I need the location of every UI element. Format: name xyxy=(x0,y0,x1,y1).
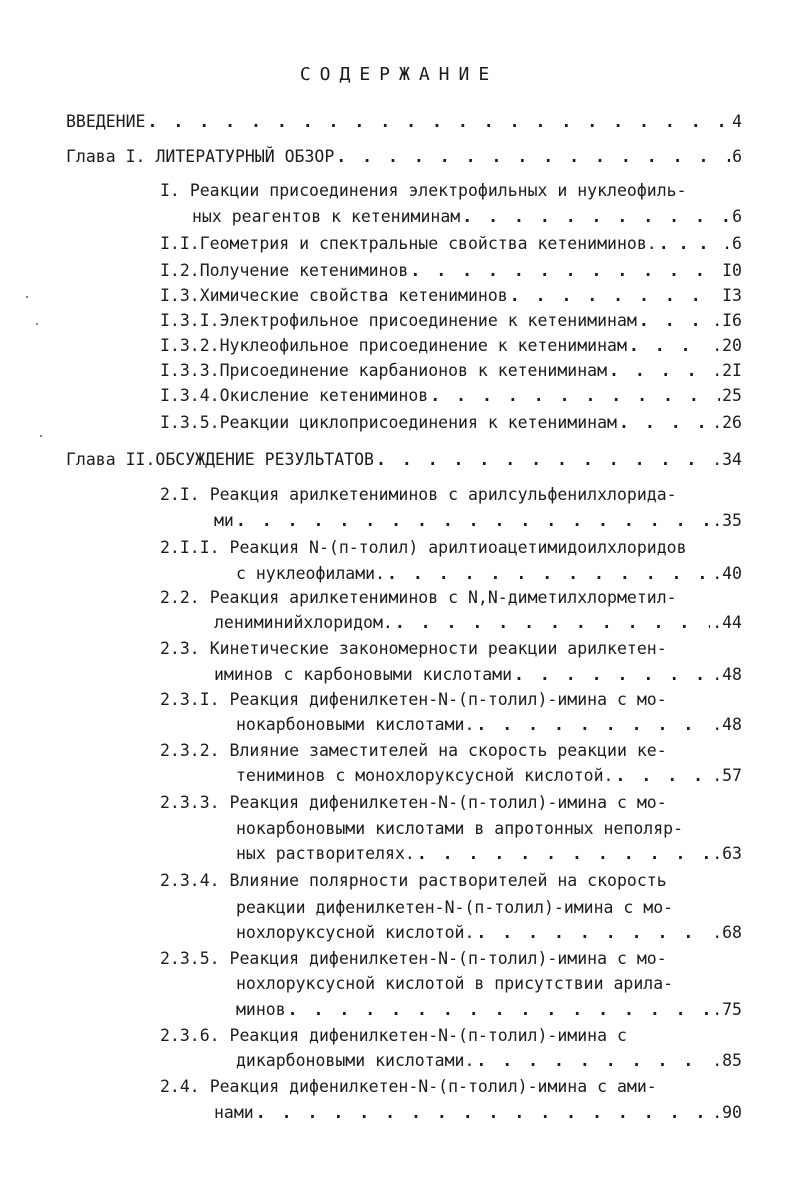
toc-entry-title: ОБСУЖДЕНИЕ РЕЗУЛЬТАТОВ xyxy=(155,450,374,469)
toc-entry-number: I. xyxy=(160,181,180,200)
toc-entry-title: ВВЕДЕНИЕ xyxy=(66,112,146,131)
leader-dots xyxy=(609,359,710,383)
toc-entry-1-3-4 xyxy=(160,384,742,408)
toc-entry-2-3-6-cont xyxy=(236,1049,742,1073)
toc-entry-title-cont: ных реагентов к кетениминам xyxy=(192,207,461,226)
toc-entry-number: 2.2. xyxy=(160,588,200,607)
toc-entry-title: Реакция дифенилкетен-N-(п-толил)-имина с ами- xyxy=(209,1077,657,1096)
toc-entry-title-cont2: ных растворителях. xyxy=(236,844,415,863)
toc-entry-2-4 xyxy=(160,1075,657,1099)
toc-entry-number: 2.I.I. xyxy=(160,538,220,557)
toc-entry-number: 2.3.6. xyxy=(160,1026,220,1045)
toc-entry-title: Реакция дифенилкетен-N-(п-толил)-имина с мо- xyxy=(229,793,667,812)
toc-entry-page: .6 xyxy=(722,234,742,253)
toc-entry-page: .35 xyxy=(712,511,742,530)
toc-entry-page: .34 xyxy=(712,450,742,469)
toc-entry-page: .2I xyxy=(712,361,742,380)
toc-entry-title-cont: нокарбоновыми кислотами. xyxy=(236,715,475,734)
toc-entry-number: I.3. xyxy=(160,286,200,305)
toc-entry-title: Геометрия и спектральные свойства кетениминов. xyxy=(199,234,657,253)
leader-dots xyxy=(410,259,720,283)
toc-entry-2-3-2 xyxy=(160,739,667,763)
toc-entry-2-3 xyxy=(160,637,667,661)
leader-dots xyxy=(462,205,730,229)
toc-entry-title: Нуклеофильное присоединение к кетениминам xyxy=(219,336,627,355)
toc-entry-page: .40 xyxy=(712,564,742,583)
toc-entry-title-cont2: минов xyxy=(236,1000,286,1019)
toc-entry-number: 2.4. xyxy=(160,1077,200,1096)
scan-speck xyxy=(26,296,28,298)
toc-entry-title: Реакция дифенилкетен-N-(п-толил)-имина с мо- xyxy=(229,949,667,968)
toc-entry-number: 2.3.3. xyxy=(160,793,220,812)
leader-dots xyxy=(639,309,710,333)
toc-entry-page: 4 xyxy=(732,112,742,131)
toc-entry-title: ЛИТЕРАТУРНЫЙ ОБЗОР xyxy=(155,147,335,166)
leader-dots xyxy=(619,411,710,435)
toc-entry-number: I.3.I. xyxy=(160,311,220,330)
toc-entry-2-1-1 xyxy=(160,536,687,560)
toc-entry-1-1 xyxy=(160,232,742,256)
toc-entry-1-2 xyxy=(160,259,742,283)
toc-entry-page: .48 xyxy=(712,715,742,734)
toc-entry-title-cont: нокарбоновыми кислотами в апротонных неполяр- xyxy=(236,819,684,838)
leader-dots xyxy=(256,1101,710,1125)
leader-dots xyxy=(376,448,710,472)
toc-entry-page: 6 xyxy=(732,147,742,166)
toc-entry-1-3-2 xyxy=(160,334,742,358)
toc-entry-number: I.3.3. xyxy=(160,361,220,380)
toc-entry-number: I.2. xyxy=(160,261,200,280)
toc-entry-2-3-4-cont xyxy=(236,896,673,920)
toc-entry-title-cont: дикарбоновыми кислотами. xyxy=(236,1051,475,1070)
toc-entry-title: Электрофильное присоединение к кетениминам xyxy=(219,311,637,330)
toc-entry-title: Окисление кетениминов xyxy=(219,386,429,405)
toc-entry-1 xyxy=(160,179,687,203)
toc-entry-2-3-5-cont2 xyxy=(236,998,742,1022)
toc-entry-page: .57 xyxy=(712,766,742,785)
toc-entry-title-cont: нами xyxy=(214,1103,254,1122)
toc-entry-number: 2.3.I. xyxy=(160,690,220,709)
toc-entry-introduction xyxy=(66,110,742,134)
toc-entry-number: I.3.2. xyxy=(160,336,220,355)
toc-entry-2-1-cont xyxy=(214,509,742,533)
toc-entry-title: Влияние полярности растворителей на скорость xyxy=(229,871,667,890)
toc-entry-page: .75 xyxy=(712,1000,742,1019)
toc-entry-2-3-4 xyxy=(160,869,667,893)
toc-entry-title-cont: тениминов с монохлоруксусной кислотой. xyxy=(236,766,614,785)
toc-entry-2-3-2-cont xyxy=(236,764,742,788)
toc-entry-page: I0 xyxy=(722,261,742,280)
leader-dots xyxy=(395,611,710,635)
toc-entry-1-3 xyxy=(160,284,742,308)
toc-entry-number: 2.3.4. xyxy=(160,871,220,890)
toc-entry-title-cont2: нохлоруксусной кислотой. xyxy=(236,923,475,942)
toc-entry-chapter-1 xyxy=(66,145,742,169)
toc-entry-title: Получение кетениминов xyxy=(199,261,409,280)
toc-entry-1-3-3 xyxy=(160,359,742,383)
scan-speck xyxy=(40,435,42,437)
toc-entry-1-3-5 xyxy=(160,411,742,435)
toc-entry-title: Присоединение карбанионов к кетениминам xyxy=(219,361,608,380)
toc-entry-number: 2.3.5. xyxy=(160,949,220,968)
toc-entry-2-3-5 xyxy=(160,947,667,971)
toc-entry-title-cont: с нуклеофилами. xyxy=(236,564,386,583)
toc-entry-2-3-3-cont2 xyxy=(236,842,742,866)
toc-entry-title: Реакция арилкетениминов с N,N-диметилхлорметил- xyxy=(209,588,677,607)
leader-dots xyxy=(659,232,720,256)
leader-dots xyxy=(616,764,711,788)
toc-entry-page: .44 xyxy=(712,613,742,632)
toc-entry-title: Реакции циклоприсоединения к кетениминам xyxy=(219,413,617,432)
toc-entry-page: .63 xyxy=(712,844,742,863)
toc-entry-page: .85 xyxy=(712,1051,742,1070)
toc-entry-1-3-1 xyxy=(160,309,742,333)
toc-entry-2-3-cont xyxy=(214,663,742,687)
toc-entry-title: Реакция дифенилкетен-N-(п-толил)-имина с xyxy=(229,1026,627,1045)
toc-entry-page: .48 xyxy=(712,665,742,684)
toc-entry-title: Кинетические закономерности реакции арилкетен- xyxy=(209,639,667,658)
toc-entry-title: Влияние заместителей на скорость реакции ке- xyxy=(229,741,667,760)
leader-dots xyxy=(510,284,720,308)
toc-entry-title-cont: ми xyxy=(214,511,234,530)
scan-speck xyxy=(36,323,38,325)
toc-entry-title: Реакция дифенилкетен-N-(п-толил)-имина с мо- xyxy=(229,690,667,709)
toc-entry-number: 2.3.2. xyxy=(160,741,220,760)
leader-dots xyxy=(288,998,711,1022)
toc-entry-number: I.I. xyxy=(160,234,200,253)
toc-entry-2-2-cont xyxy=(214,611,742,635)
toc-entry-2-3-1-cont xyxy=(236,713,742,737)
leader-dots xyxy=(387,562,710,586)
toc-entry-title: Реакция арилкетениминов с арилсульфенилхлорида- xyxy=(209,485,677,504)
leader-dots xyxy=(476,713,710,737)
toc-entry-2-4-cont xyxy=(214,1101,742,1125)
toc-entry-number: Глава II. xyxy=(66,450,156,469)
leader-dots xyxy=(430,384,720,408)
toc-entry-title: Химические свойства кетениминов xyxy=(199,286,508,305)
toc-entry-2-3-6 xyxy=(160,1024,627,1048)
toc-entry-title: Реакция N-(п-толил) арилтиоацетимидоилхлоридов xyxy=(229,538,687,557)
toc-entry-2-3-1 xyxy=(160,688,667,712)
toc-entry-2-3-3 xyxy=(160,791,667,815)
toc-entry-2-2 xyxy=(160,586,677,610)
toc-entry-title-cont: лениминийхлоридом. xyxy=(214,613,393,632)
toc-entry-1-cont xyxy=(192,205,742,229)
leader-dots xyxy=(147,110,730,134)
leader-dots xyxy=(476,1049,710,1073)
toc-entry-number: 2.I. xyxy=(160,485,200,504)
toc-entry-number: 2.3. xyxy=(160,639,200,658)
leader-dots xyxy=(476,921,710,945)
toc-entry-page: .68 xyxy=(712,923,742,942)
toc-entry-number: I.3.4. xyxy=(160,386,220,405)
toc-entry-number: I.3.5. xyxy=(160,413,220,432)
leader-dots xyxy=(629,334,710,358)
toc-entry-title-cont: иминов с карбоновыми кислотами xyxy=(214,665,513,684)
leader-dots xyxy=(514,663,710,687)
toc-entry-page: 6 xyxy=(732,207,742,226)
toc-entry-page: .90 xyxy=(712,1103,742,1122)
toc-entry-2-3-3-cont xyxy=(236,817,683,841)
toc-entry-title: Реакции присоединения электрофильных и нуклеофиль- xyxy=(189,181,687,200)
toc-entry-page: 25 xyxy=(722,386,742,405)
toc-entry-2-3-5-cont xyxy=(236,972,673,996)
toc-entry-page: .26 xyxy=(712,413,742,432)
leader-dots xyxy=(336,145,730,169)
leader-dots xyxy=(236,509,710,533)
toc-entry-number: Глава I. xyxy=(66,147,146,166)
toc-entry-title-cont: реакции дифенилкетен-N-(п-толил)-имина с мо- xyxy=(236,898,674,917)
page-title: СОДЕРЖАНИЕ xyxy=(299,64,499,85)
toc-entry-title-cont: нохлоруксусной кислотой в присутствии арила- xyxy=(236,974,674,993)
toc-entry-page: .20 xyxy=(712,336,742,355)
toc-entry-2-1 xyxy=(160,483,677,507)
toc-entry-chapter-2 xyxy=(66,448,742,472)
toc-entry-2-1-1-cont xyxy=(236,562,742,586)
toc-entry-page: I3 xyxy=(722,286,742,305)
leader-dots xyxy=(417,842,710,866)
toc-entry-2-3-4-cont2 xyxy=(236,921,742,945)
toc-entry-page: .I6 xyxy=(712,311,742,330)
